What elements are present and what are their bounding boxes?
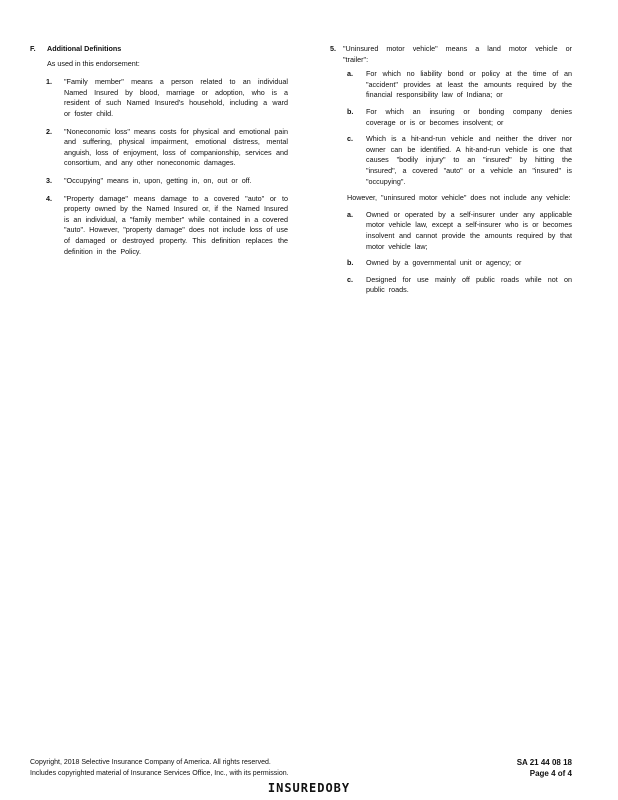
- left-column: [30, 44, 288, 264]
- definition-item: [46, 127, 288, 169]
- sub-item-text: Which is a hit-and-run vehicle and neither the driver nor owner can be identified. A hit-and-run vehicle is one that causes "bodily injury" to an "insured" by hitting the "insured", a covered "auto" or a vehicle an "insured" is "occupying".: [366, 134, 572, 186]
- exclusion-letter: b.: [347, 258, 354, 268]
- definition-text: "Uninsured motor vehicle" means a land motor vehicle or "trailer":: [343, 44, 572, 64]
- definition-item: [330, 44, 572, 65]
- definition-text: "Property damage" means damage to a covered "auto" or to property owned by the Named Insured or, if the Named Insured is an individual, a "family member" while contained in a covered "auto". However, "property damage" does not include loss of use of damaged or destroyed property. This definition replaces the definition in the Policy.: [64, 193, 288, 256]
- definition-number: 5.: [330, 44, 336, 53]
- exclusion-intro: However, "uninsured motor vehicle" does not include any vehicle:: [347, 193, 571, 203]
- definition-text: "Occupying" means in, upon, getting in, on, out or off.: [64, 175, 252, 185]
- sub-item-text: For which no liability bond or policy at the time of an "accident" provides at least the amounts required by the financial responsibility law of Indiana; or: [366, 69, 572, 100]
- definition-number: 4.: [46, 193, 52, 203]
- definition-text: "Family member" means a person related to an individual Named Insured by blood, marriage or adoption, who is a resident of such Named Insured's household, including a ward or foster child.: [64, 77, 288, 118]
- exclusion-item: [347, 258, 572, 269]
- section-heading: [30, 44, 288, 55]
- right-column: [330, 44, 572, 302]
- exclusion-letter: a.: [347, 209, 353, 219]
- definition-text: "Noneconomic loss" means costs for physical and emotional pain and suffering, physical impairment, emotional distress, mental anguish, loss of enjoyment, loss of companionship, services and consortium, and any other noneconomic damages.: [64, 126, 288, 168]
- copyright-footer: [30, 758, 430, 779]
- definition-item: [46, 77, 288, 119]
- form-info: [497, 758, 572, 779]
- brand-watermark: INSUREDOBY: [267, 781, 351, 795]
- exclusion-text: Owned by a governmental unit or agency; or: [366, 258, 522, 268]
- definition-item: [46, 194, 288, 258]
- section-letter: F.: [30, 44, 36, 53]
- exclusion-item: [347, 210, 572, 252]
- sub-item-letter: a.: [347, 69, 353, 79]
- definition-item: [46, 176, 288, 187]
- exclusion-text: Designed for use mainly off public roads while not on public roads.: [366, 274, 572, 295]
- sub-item-letter: c.: [347, 134, 353, 144]
- definition-number: 2.: [46, 126, 52, 136]
- sub-item: [347, 69, 572, 101]
- definition-number: 3.: [46, 175, 52, 185]
- sub-item-letter: b.: [347, 106, 354, 116]
- section-title: Additional Definitions: [47, 44, 122, 53]
- exclusion-item: [347, 275, 572, 296]
- definition-number: 1.: [46, 77, 52, 87]
- exclusion-text: Owned or operated by a self-insurer under any applicable motor vehicle law, except a self-insurer who is or becomes insolvent and cannot provide the amounts required by that motor vehicle law;: [366, 209, 572, 251]
- sub-item: [347, 107, 572, 128]
- copyright-line: Copyright, 2018 Selective Insurance Company of America. All rights reserved.: [30, 759, 271, 766]
- form-number: SA 21 44 08 18: [516, 758, 572, 767]
- copyright-line: Includes copyrighted material of Insurance Services Office, Inc., with its permission.: [30, 769, 289, 777]
- sub-item: [347, 134, 572, 187]
- exclusion-letter: c.: [347, 274, 353, 284]
- page-number: Page 4 of 4: [529, 768, 572, 778]
- section-intro: As used in this endorsement:: [47, 58, 140, 68]
- sub-item-text: For which an insuring or bonding company denies coverage or is or becomes insolvent; or: [366, 106, 572, 127]
